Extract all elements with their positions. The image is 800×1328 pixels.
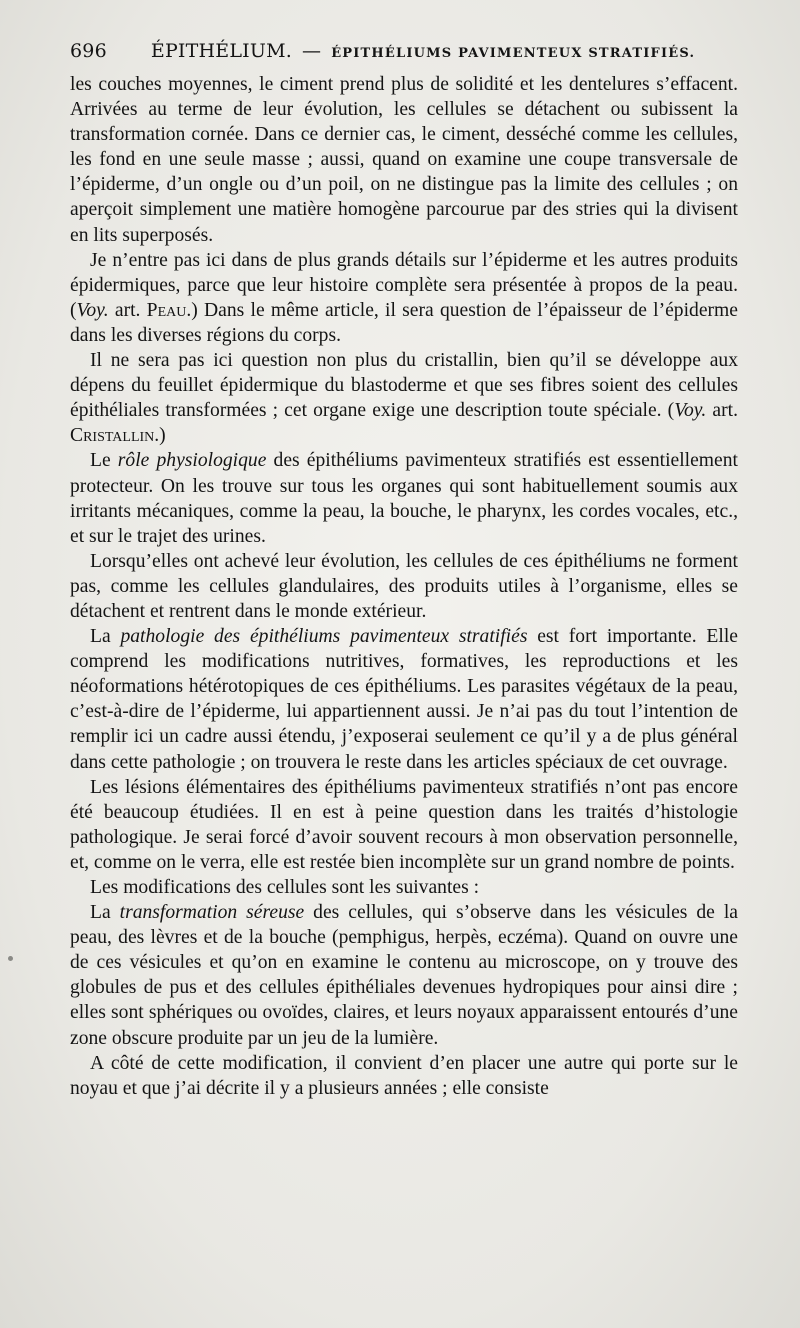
- paragraph: [70, 900, 738, 1051]
- italic-run: pathologie des épithéliums pavimenteux stratifiés: [120, 626, 528, 648]
- paragraph: [70, 348, 738, 448]
- paragraph: [70, 1051, 738, 1101]
- paragraph: [70, 448, 738, 548]
- paragraph: [70, 248, 738, 348]
- page-number: 696: [70, 40, 107, 62]
- paragraph: [70, 624, 738, 775]
- header-separator: —: [301, 40, 322, 62]
- paragraph: [70, 875, 738, 900]
- text-run: ): [159, 425, 166, 447]
- text-run: est fort importante. Elle comprend les modifications nutritives, formatives, les reproductions et les néoformations hétérotopiques de ces épithéliums. Les parasites végétaux de la peau, c’est-à-dire de l’épiderme, lui appartiennent aussi. Je n’ai pas du tout l’intention de remplir ici un cadre aussi étendu, j’exposerai seulement ce qu’il y a de plus général dans cette pathologie ; on trouvera le reste dans les articles spéciaux de cet ouvrage.: [70, 626, 738, 773]
- text-run: Je n’entre pas ici dans de plus grands détails sur l’épiderme et les autres produits épidermiques, parce que leur histoire complète sera présentée à propos de la peau. (: [70, 249, 738, 321]
- italic-run: Voy.: [76, 299, 109, 321]
- small-caps-run: Peau.: [146, 299, 192, 321]
- body-text: [70, 72, 738, 1101]
- paragraph: [70, 549, 738, 624]
- text-run: A côté de cette modification, il convient d’en placer une autre qui porte sur le noyau et que j’ai décrite il y a plusieurs années ; elle consiste: [70, 1052, 738, 1099]
- text-run: art.: [108, 299, 147, 321]
- text-run: Il ne sera pas ici question non plus du cristallin, bien qu’il se développe aux dépens du feuillet épidermique du blastoderme et que ses fibres soient des cellules épithéliales transformées ; cet organe exige une description toute spéciale. (: [70, 350, 738, 422]
- text-run: Le: [90, 450, 118, 472]
- italic-run: transformation séreuse: [119, 902, 305, 924]
- header-title: ÉPITHÉLIUM.: [150, 40, 292, 62]
- text-run: Les lésions élémentaires des épithéliums pavimenteux stratifiés n’ont pas encore été beaucoup étudiées. Il en est à peine question dans les traités d’histologie pathologique. Je serai forcé d’avoir souvent recours à mon observation personnelle, et, comme on le verra, elle est restée bien incomplète sur un grand nombre de points.: [70, 776, 738, 873]
- text-run: ) Dans le même article, il sera question de l’épaisseur de l’épiderme dans les diverses régions du corps.: [70, 299, 738, 346]
- text-run: des épithéliums pavimenteux stratifiés est essentiellement protecteur. On les trouve sur tous les organes qui sont habituellement soumis aux irritants mécaniques, comme la peau, la bouche, le pharynx, les cordes vocales, etc., et sur le trajet des urines.: [70, 450, 738, 547]
- italic-run: Voy.: [674, 400, 707, 422]
- header-subtitle: ÉPITHÉLIUMS PAVIMENTEUX STRATIFIÉS.: [331, 46, 696, 61]
- text-run: des cellules, qui s’observe dans les vésicules de la peau, des lèvres et de la bouche (pemphigus, herpès, eczéma). Quand on ouvre une de ces vésicules et qu’on en examine le contenu au microscope, on y trouve des globules de pus et des cellules épithéliales devenues hydropiques pour ainsi dire ; elles sont sphériques ou ovoïdes, claires, et leurs noyaux apparaissent entourés d’une zone obscure produite par un jeu de la lumière.: [70, 902, 738, 1049]
- text-run: art.: [706, 400, 738, 422]
- text-run: La: [90, 902, 120, 924]
- text-run: Lorsqu’elles ont achevé leur évolution, les cellules de ces épithéliums ne forment pas, comme les cellules glandulaires, des produits utiles à l’organisme, elles se détachent et rentrent dans le monde extérieur.: [70, 550, 738, 622]
- paragraph: [70, 72, 738, 248]
- text-run: La: [90, 626, 121, 648]
- margin-speck: [8, 956, 13, 961]
- italic-run: rôle physiologique: [117, 450, 267, 472]
- paragraph: [70, 775, 738, 875]
- small-caps-run: Cristallin.: [70, 425, 160, 447]
- running-header: [70, 40, 738, 62]
- text-run: Les modifications des cellules sont les suivantes :: [90, 877, 480, 898]
- text-run: les couches moyennes, le ciment prend plus de solidité et les dentelures s’effacent. Arrivées au terme de leur évolution, les cellules se détachent ou subissent la transformation cornée. Dans ce dernier cas, le ciment, desséché comme les cellules, les fond en une seule masse ; aussi, quand on examine une coupe transversale de l’épiderme, d’un ongle ou d’un poil, on ne distingue pas la limite des cellules ; on aperçoit simplement une matière homogène parcourue par des stries qui la divisent en lits superposés.: [70, 74, 738, 246]
